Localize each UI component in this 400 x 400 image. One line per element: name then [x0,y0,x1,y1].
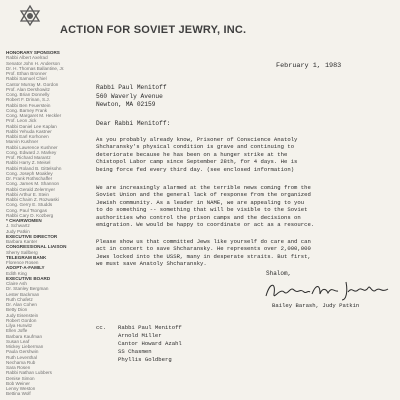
sidebar-heading: EXECUTIVE BOARD [6,275,51,281]
paragraph-line: being force fed every third day. (see enclosed information) [96,165,295,173]
cc-list [118,324,182,364]
sidebar-name: Barbara Kanter [6,239,38,244]
cc-recipient: Rabbi Paul Menitoff [118,324,182,331]
sidebar-name: Ellen Joffe [6,328,28,334]
sidebar-name: Cong. Joseph Moakley [6,170,53,176]
sidebar-name: Claire Ash [6,281,27,286]
sidebar-name: Cong. Paul Tsongas [6,207,48,213]
sidebar-name: Dr. H. Thomas Ballantine, Jr. [6,65,65,71]
sidebar-name: Rabbi Earl Korhonen [6,134,49,139]
organization-name: ACTION FOR SOVIET JEWRY, INC. [60,24,247,36]
paragraph-line: Chistopol Labor camp since September 28th, for 4 days. He is [96,158,298,166]
cc-recipient: Cantor Howard Azahl [118,339,182,347]
sidebar-name: Lester Backman [6,291,40,297]
sidebar-name: Rabbi Harry Z. Meisel [6,160,51,166]
sidebar-name: J. Schwartz [6,223,30,229]
sidebar-name: Nechama Rub [6,359,36,365]
paragraph-line: deteriorate because he has been on a hunger strike at the [96,150,288,158]
sidebar-name: Cong. Barney Frank [6,107,48,113]
sidebar-name: Judy Patkin [6,228,30,234]
sidebar-name: Betty Dion [6,307,28,313]
sidebar-name: Rabbi Chaim Z. Rozwaski [6,197,59,202]
sidebar-heading: ADOPT-A-FAMILY [6,265,45,271]
sidebar-name: Robert Gordon [6,317,37,323]
sidebar-name: Dr. Frank Rothschaffer [6,176,53,181]
sidebar-heading: CONGRESSIONAL LIAISON [6,244,67,250]
closing: Shalom, [266,270,292,277]
sidebar-name: Marvin Kushner [6,139,39,145]
sidebar-heading: * CHAIRWOMEN [6,218,42,223]
sidebar-name: Cong. James M. Shannon [6,181,60,187]
sidebar-name: Sara Rosen [6,365,31,370]
sidebar-name: Rabbi Roland B. Gittelsohn [6,165,62,171]
sidebar-name: Prof. Alan Dershowitz [6,86,50,92]
sidebar-name: Ruth Chafetz [6,296,33,302]
sidebar-heading: EXECUTIVE DIRECTOR [6,233,58,239]
cc-recipient: SS Chasmen [118,347,152,355]
paragraph-line: Jewish community. As a leader in NAME, we are appealing to you [96,198,305,206]
sidebar-name: Rabbi Albert Axelrad [6,55,48,61]
paragraph-line: Soviet Union and the general lack of response from the organized [96,191,311,199]
paragraph-line: authorities who control the prison camps and the decisions on [96,213,301,221]
sidebar-name: Cong. Margaret M. Heckler [6,113,62,118]
cc-recipient: Phyllis Goldberg [118,355,172,363]
paragraph-line: Please show us that committed Jews like yourself do care and can [96,238,311,245]
sidebar-name: Sherry Sallberg [6,249,38,255]
sidebar-name: Rabbi Gerald Zelermyer [6,186,56,192]
paragraph-line: Shcharansky's physical condition is grave and continuing to [96,143,295,151]
cc-label: cc. [96,324,107,331]
sidebar-name: Prof. Leon Jick [6,118,37,124]
sidebar-name: Robert F. Drinan, S.J. [6,97,50,103]
cc-recipient: Arnold Miller [118,331,162,339]
sidebar-name: Ruth Leventhal [6,354,37,360]
paragraph-line: As you probably already know, Prisoner of Conscience Anatoly [96,136,298,143]
sidebar-name: Bettina Wolf [6,391,31,397]
sidebar-name: Edith King [6,270,27,276]
paragraph-2 [96,184,392,228]
address-line: 560 Waverly Avenue [96,92,163,100]
sidebar-name: Florence Rosen [6,260,39,265]
paragraph-line: Jews locked into the USSR, many in desperate straits. But first, [96,252,311,260]
sidebar-name: Rabbi Ben Feuerstein [6,102,51,108]
salutation: Dear Rabbi Menitoff: [96,120,171,127]
paragraph-line: We are increasingly alarmed at the terrible news coming from the [96,184,311,191]
sidebar-heading: HONORARY SPONSORS [6,50,60,55]
paragraph-line: to do something -- something that will be visible to the Soviet [96,206,308,214]
sidebar-name: Cong. Edward J. Markey [6,149,57,155]
sidebar-heading: TELEGRAM BANK [6,254,47,260]
address-line: Rabbi Paul Menitoff [96,84,167,91]
sidebar-name: Rabbi Nathan Lubbers [6,370,52,376]
letter-date: February 1, 1983 [276,62,342,70]
organization-logo-icon [18,4,42,30]
paragraph-line: act in concert to save Shcharansky. He represents over 2,000,000 [96,245,311,253]
sponsors-sidebar [6,50,74,398]
sidebar-name: Dr. Stanley Bergman [6,286,49,292]
sidebar-name: Lilya Hurwitz [6,323,33,328]
sidebar-name: Prof. Richard Marantz [6,155,51,160]
sidebar-name: Senator John H. Anderson [6,60,60,66]
sidebar-name: Rabbi Yehuda Kastner [6,128,52,134]
sidebar-name: Bob Weiner [6,380,30,386]
sidebar-name: Mickey Lieberman [6,344,44,349]
sidebar-name: Rabbi Arthur E. Stein [6,191,49,197]
paragraph-line: emigration. We would be happy to coordinate or act as a resource. [96,221,315,229]
sidebar-name: Cong. Brian Donnelly [6,92,50,97]
sidebar-name: Paula Gershwin [6,349,39,355]
signatory-names: Bailey Barash, Judy Patkin [272,302,360,309]
recipient-address [96,84,167,110]
paragraph-3 [96,238,392,268]
paragraph-1 [96,136,392,173]
sidebar-name: Judy Eisenstein [6,312,39,318]
sidebar-name: Cantor Murray M. Gordon [6,81,59,87]
sidebar-name: Rabbi Daniel Lee Kaplan [6,123,57,129]
sidebar-name: Prof. Ethan Bronner [6,71,47,76]
sidebar-name: Denise Simon [6,375,35,381]
sidebar-name: Rabbi Lawrence Kushner [6,144,58,150]
sidebar-name: Rabbi Cary D. Kozberg [6,212,54,218]
sidebar-name: Barbara Kaufman [6,333,43,339]
sidebar-name: Lenny Weston [6,386,36,391]
sidebar-name: Rabbi Samuel Chiel [6,76,47,82]
handwritten-signature-icon [262,278,394,304]
sidebar-name: Cong. Gerry E. Studds [6,202,53,208]
sidebar-name: Dr. Alan Cohen [6,302,37,307]
sidebar-name: Susan Leaf [6,338,30,344]
address-line: Newton, MA 02159 [96,101,156,108]
paragraph-line: we must save Anatoly Shcharansky. [96,260,207,268]
